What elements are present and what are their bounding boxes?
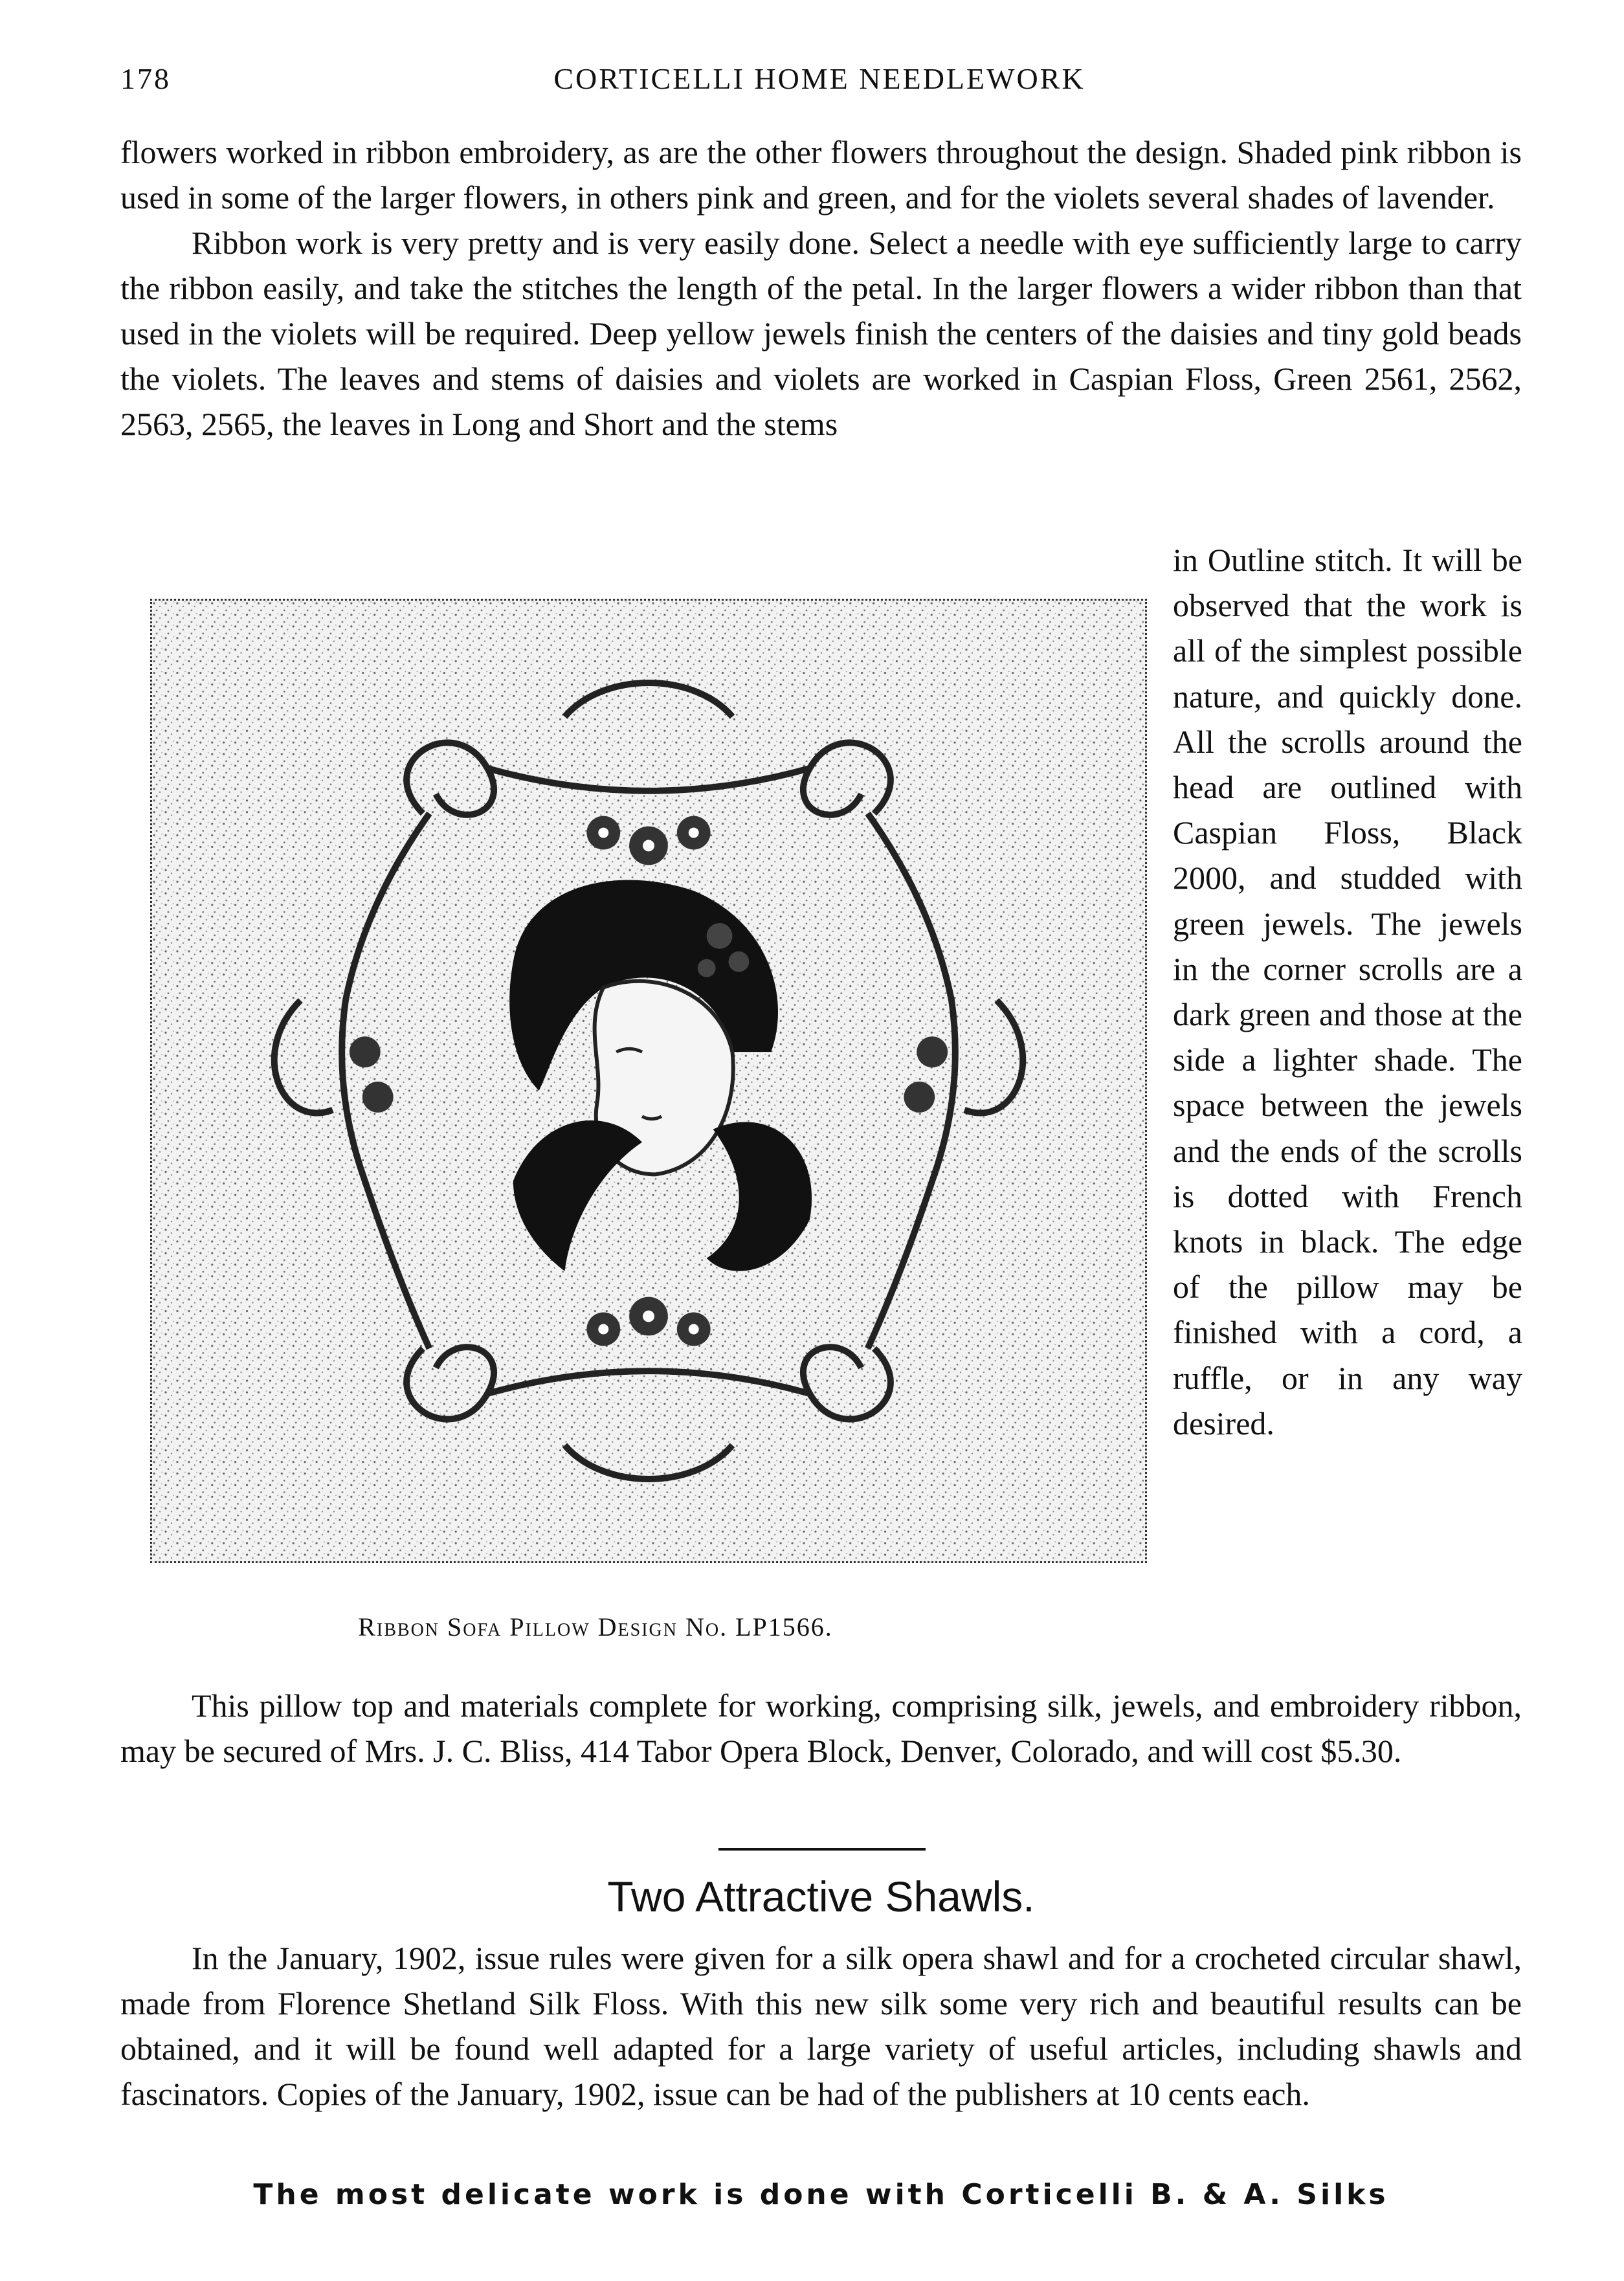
pillow-figure [150, 599, 1147, 1570]
paragraph-intro: flowers worked in ribbon embroidery, as are the other flowers throughout the design. Shaded pink ribbon is used in some of the larger flowers, in others pink and green, and for the violets several shades of lavender. [120, 134, 1522, 216]
side-column-text [1173, 537, 1522, 1446]
paragraph-availability: This pillow top and materials complete for working, comprising silk, jewels, and embroidery ribbon, may be secured of Mrs. J. C. Bliss, 414 Tabor Opera Block, Denver, Colorado, and will cost $5.30. [120, 1687, 1522, 1769]
section-divider [718, 1848, 926, 1851]
page-header [120, 61, 1518, 107]
pillow-design-graphic [152, 601, 1145, 1561]
paragraph-ribbon-work: Ribbon work is very pretty and is very easily done. Select a needle with eye sufficiently large to carry the ribbon easily, and take the stitches the length of the petal. In the larger flowers a wider ribbon than that used in the violets will be required. Deep yellow jewels finish the centers of the daisies and tiny gold beads the violets. The leaves and stems of daisies and violets are worked in Caspian Floss, Green 2561, 2562, 2563, 2565, the leaves in Long and Short and the stems [120, 225, 1522, 442]
pillow-illustration [150, 599, 1147, 1563]
running-title: CORTICELLI HOME NEEDLEWORK [553, 62, 1085, 95]
text-block-shawls [120, 1935, 1522, 2117]
page-footer-advert: The most delicate work is done with Corticelli B. & A. Silks [253, 2178, 1389, 2211]
section-heading: Two Attractive Shawls. [607, 1873, 1035, 1920]
paragraph-shawls: In the January, 1902, issue rules were given for a silk opera shawl and for a crocheted circular shawl, made from Florence Shetland Silk Floss. With this new silk some very rich and beautiful results can be obtained, and it will be found well adapted for a large variety of useful articles, including shawls and fascinators. Copies of the January, 1902, issue can be had of the publishers at 10 cents each. [120, 1940, 1522, 2112]
page-number: 178 [120, 62, 171, 95]
figure-caption-text: Ribbon Sofa Pillow Design No. LP1566. [358, 1612, 833, 1641]
figure-caption [188, 1612, 1003, 1642]
paragraph-side-column: in Outline stitch. It will be observed that the work is all of the simplest possible nature, and quickly done. All the scrolls around the head are outlined with Caspian Floss, Black 2000, and studded with green jewels. The jewels in the corner scrolls are a dark green and those at the side a lighter shade. The space between the jewels and the ends of the scrolls is dotted with French knots in black. The edge of the pillow may be finished with a cord, a ruffle, or in any way desired. [1173, 542, 1522, 1441]
text-block-availability [120, 1683, 1522, 1774]
text-block-top [120, 129, 1522, 447]
